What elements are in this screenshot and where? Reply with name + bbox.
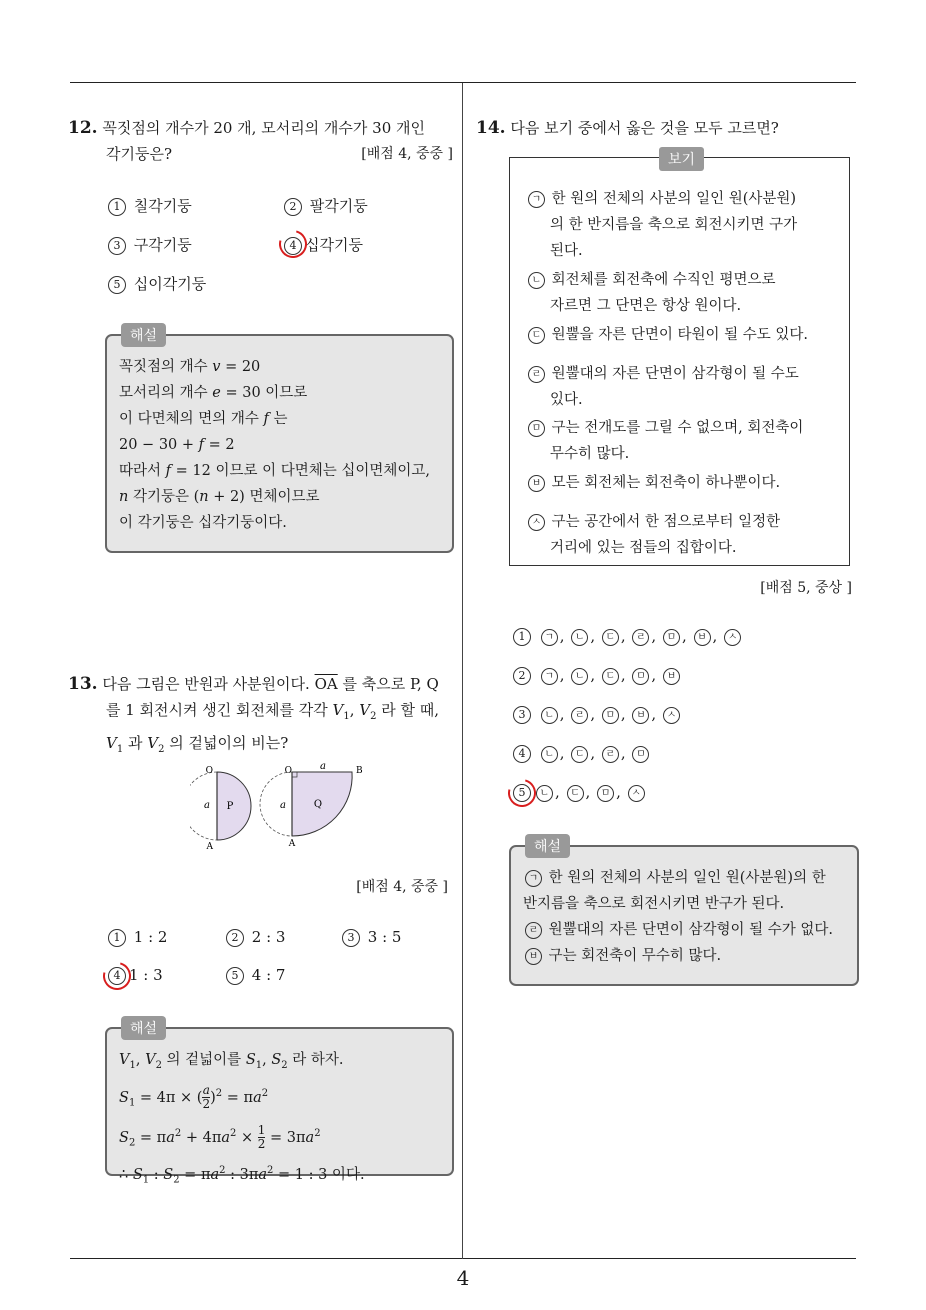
solution-box <box>105 1021 454 1187</box>
column-divider <box>462 83 463 1259</box>
label-q: Q <box>313 799 323 810</box>
bogi-tag: 보기 <box>659 147 704 171</box>
solution-line: $S_2 = \pi a^2 + 4\pi a^2 \times 1$ 2 = $3\pi a^2$ <box>119 1122 321 1151</box>
option-2[interactable]: 2 2 : 3 <box>226 928 285 947</box>
label-radius: a <box>320 761 326 772</box>
option-1[interactable]: 1 ㄱ , ㄴ , ㄷ , ㄹ , ㅁ , ㅂ , ㅅ <box>513 627 743 646</box>
solution-line: 반지름을 축으로 회전시키면 반구가 된다. <box>523 896 785 912</box>
solution-line: ㅂ 구는 회전축이 무수히 많다. <box>523 943 833 969</box>
label-o: O <box>284 766 292 776</box>
label-a: A <box>288 839 296 849</box>
label-radius: a <box>204 800 210 811</box>
option-5[interactable]: 5 ㄴ , ㄷ , ㅁ , ㅅ <box>513 783 647 802</box>
solution-line: ∴ $S_1$ : $S_2 = \pi a^2$ : $3\pi a^2 = 1$ : 3 이다. <box>119 1165 365 1187</box>
bogi-item: ㅁ 구는 전개도를 그릴 수 없으며, 회전축이 무수히 많다. <box>526 415 803 467</box>
label-a: A <box>206 842 213 852</box>
bogi-item: ㄱ 한 원의 전체의 사분의 일인 원(사분원) 의 한 반지름을 축으로 회전시키면 구가 된다. <box>526 186 797 264</box>
solution-line: 꼭짓점의 개수 v = 20 <box>119 359 261 375</box>
option-5[interactable]: 5 4 : 7 <box>226 966 285 985</box>
question-number: 12. <box>68 118 98 138</box>
question-12 <box>68 115 453 167</box>
solution-line: ㄱ 한 원의 전체의 사분의 일인 원(사분원)의 한 <box>523 865 833 891</box>
rotation-figure <box>190 760 370 852</box>
solution-line: $V_1$, $V_2$ 의 겉넓이를 $S_1$, $S_2$ 라 하자. <box>119 1052 344 1071</box>
solution-tag: 해설 <box>121 1016 166 1040</box>
top-rule <box>70 82 856 83</box>
solution-box <box>509 839 859 986</box>
solution-tag: 해설 <box>525 834 570 858</box>
question-text: 각기둥은? <box>106 145 173 163</box>
bogi-item: ㄴ 회전체를 회전축에 수직인 평면으로 자르면 그 단면은 항상 원이다. <box>526 267 776 319</box>
answer-mark <box>274 225 312 263</box>
option-4[interactable]: 4 ㄴ , ㄷ , ㄹ , ㅁ <box>513 744 651 763</box>
bottom-rule <box>70 1258 856 1259</box>
option-3[interactable]: 3 3 : 5 <box>342 928 401 947</box>
option-2[interactable]: 2 ㄱ , ㄴ , ㄷ , ㅁ , ㅂ <box>513 666 682 685</box>
question-text: 다음 보기 중에서 옳은 것을 모두 고르면? <box>510 119 779 137</box>
solution-line: 이 각기둥은 십각기둥이다. <box>119 515 287 531</box>
question-number: 14. <box>476 118 506 138</box>
label-b: B <box>356 766 363 776</box>
option-4[interactable]: 4 1 : 3 <box>108 966 163 985</box>
label-radius: a <box>280 800 286 811</box>
answer-mark <box>98 957 136 995</box>
bogi-box <box>509 152 850 566</box>
page-number: 4 <box>456 1266 470 1290</box>
bogi-item: ㄹ 원뿔대의 자른 단면이 삼각형이 될 수도 있다. <box>526 361 799 413</box>
option-4[interactable]: 4 십각기둥 <box>284 234 363 255</box>
bogi-item: ㅅ 구는 공간에서 한 점으로부터 일정한 거리에 있는 점들의 집합이다. <box>526 509 780 561</box>
answer-mark <box>503 774 541 812</box>
solution-line: ㄹ 원뿔대의 자른 단면이 삼각형이 될 수가 없다. <box>523 917 833 943</box>
solution-line: 따라서 f = 12 이므로 이 다면체는 십이면체이고, <box>119 463 430 479</box>
quarter-circle-reflection <box>260 772 292 836</box>
solution-line: n 각기둥은 (n + 2) 면체이므로 <box>119 489 320 505</box>
semicircle-p <box>217 772 251 840</box>
solution-line: 모서리의 개수 e = 30 이므로 <box>119 385 308 401</box>
question-number: 13. <box>68 674 98 694</box>
label-p: P <box>226 801 234 812</box>
solution-box <box>105 328 454 553</box>
score-label: [배점 4, 중중 ] <box>361 146 453 162</box>
option-2[interactable]: 2 팔각기둥 <box>284 195 368 216</box>
option-1[interactable]: 1 칠각기둥 <box>108 195 192 216</box>
solution-line: 이 다면체의 면의 개수 f 는 <box>119 411 288 427</box>
solution-tag: 해설 <box>121 323 166 347</box>
solution-line: 20 − 30 + f = 2 <box>119 437 235 453</box>
option-3[interactable]: 3 ㄴ , ㄹ , ㅁ , ㅂ , ㅅ <box>513 705 682 724</box>
question-14 <box>476 115 779 141</box>
option-1[interactable]: 1 1 : 2 <box>108 928 167 947</box>
bogi-item: ㅂ 모든 회전체는 회전축이 하나뿐이다. <box>526 470 780 496</box>
option-5[interactable]: 5 십이각기둥 <box>108 273 206 294</box>
question-13: 13. 다음 그림은 반원과 사분원이다. $\overline{OA}$ 를 축으로 P, Q 를 1 회전시켜 생긴 회전체를 각각 $V_1$, $V_2$ 라 할 때, $V_1$ 과 $V_2$ 의 겉넓이의 비는? <box>68 674 440 755</box>
label-o: O <box>205 766 213 776</box>
score-label: [배점 4, 중중 ] <box>356 879 448 895</box>
score-label: [배점 5, 중상 ] <box>760 580 852 596</box>
option-3[interactable]: 3 구각기둥 <box>108 234 192 255</box>
question-text: 꼭짓점의 개수가 20 개, 모서리의 개수가 30 개인 <box>102 119 426 137</box>
solution-line: $S_1 = 4\pi \times (\frac{a}{2}$ )$^2 = \pi a^2$ <box>119 1083 269 1112</box>
bogi-item: ㄷ 원뿔을 자른 단면이 타원이 될 수도 있다. <box>526 322 808 348</box>
